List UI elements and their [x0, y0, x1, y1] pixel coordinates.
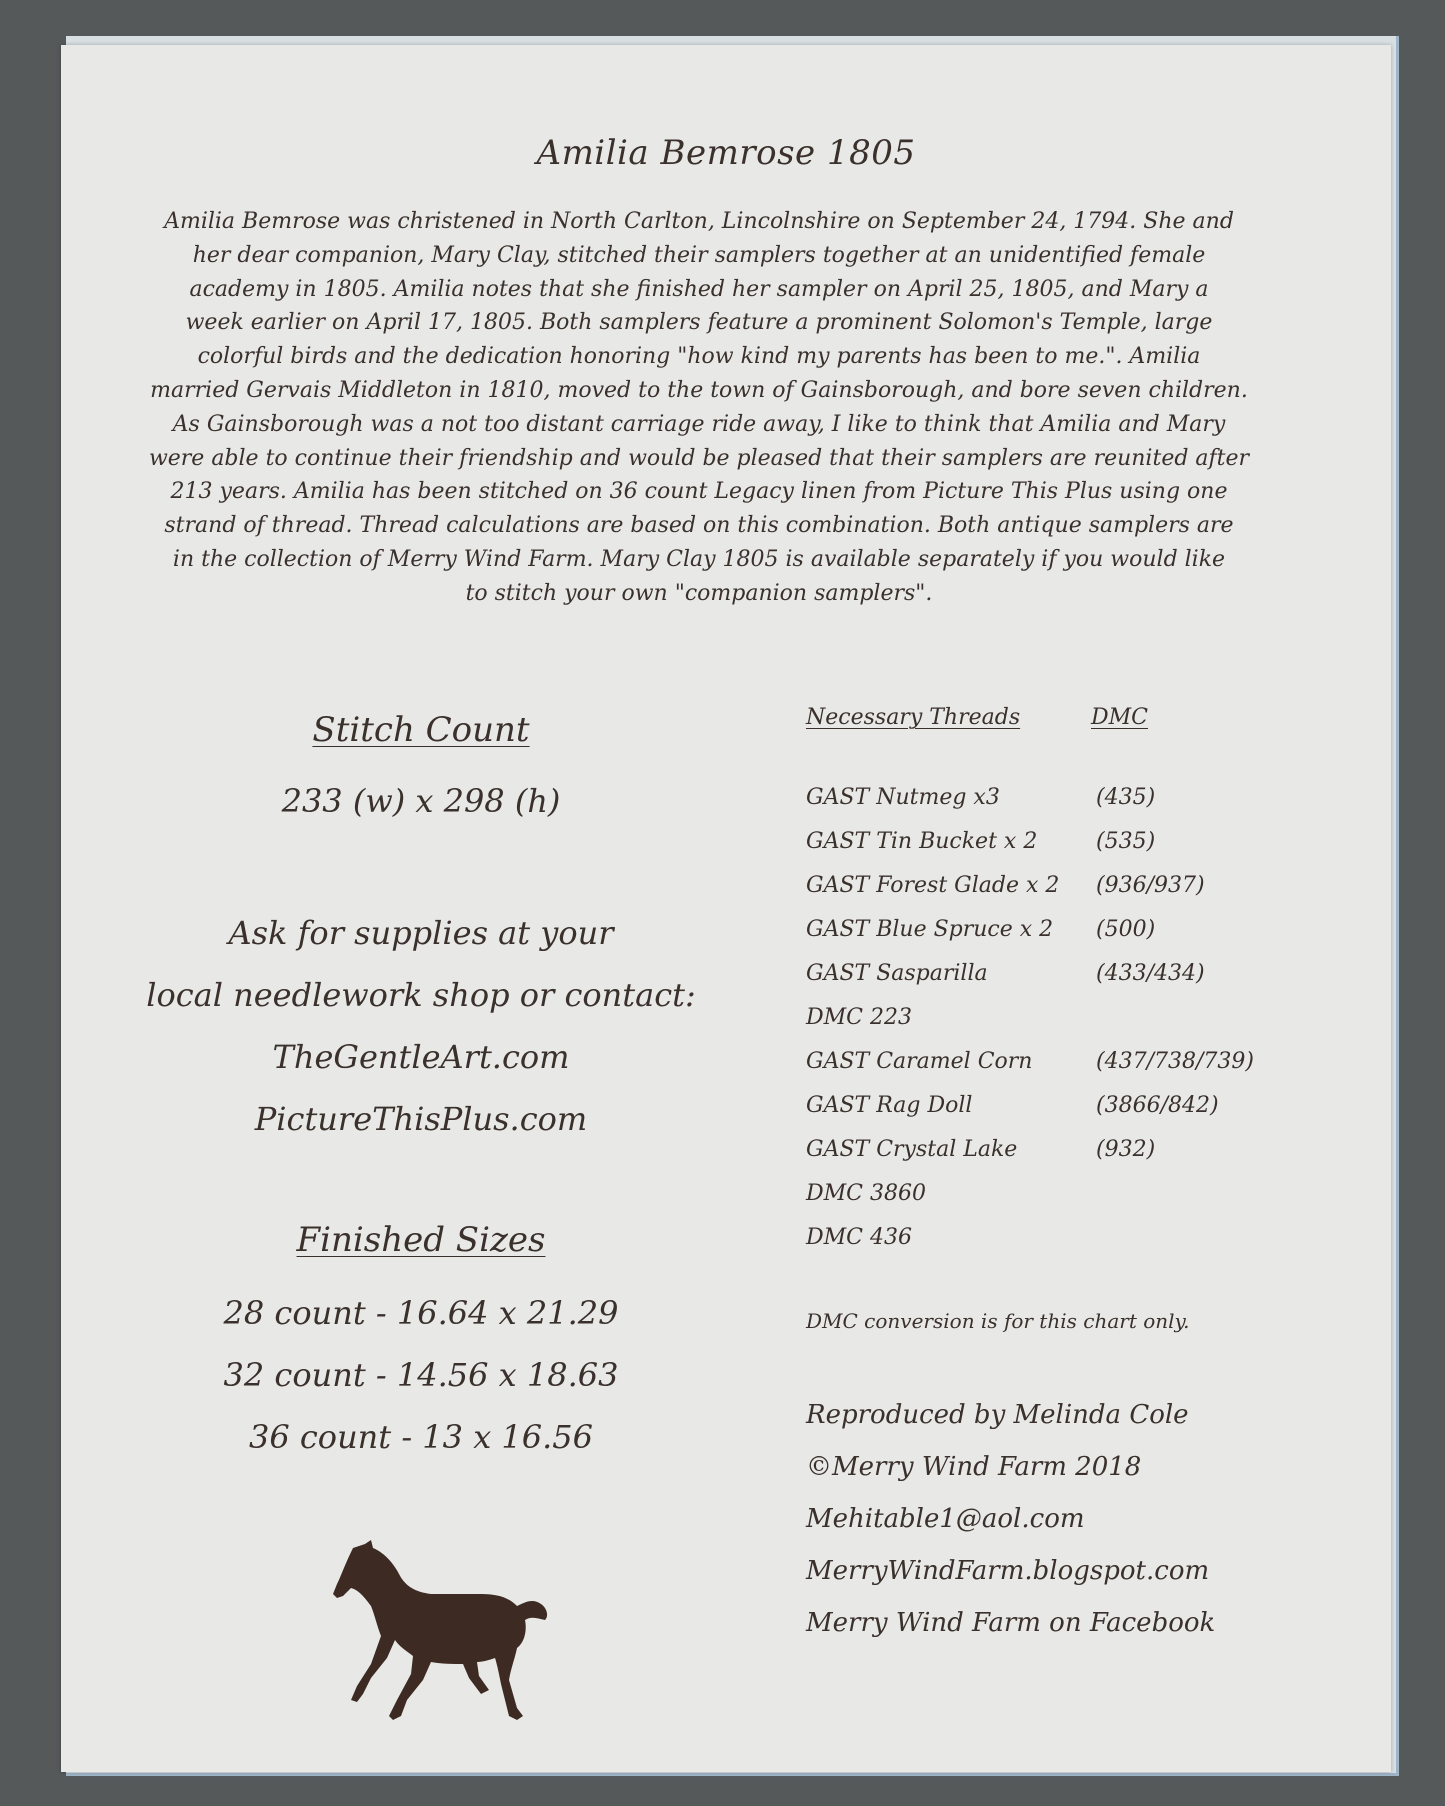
dmc-header-label: DMC [1091, 705, 1148, 730]
thread-name: GAST Blue Spruce x 2 [806, 917, 1054, 942]
thread-name: GAST Rag Doll [806, 1093, 973, 1118]
thread-dmc-code: (433/434) [1096, 961, 1205, 986]
intro-line: married Gervais Middleton in 1810, moved to the town of Gainsborough, and bore seven children. [150, 377, 1248, 403]
thread-dmc-code: (437/738/739) [1096, 1049, 1254, 1074]
supplier-website-link: TheGentleArt.com [272, 1038, 570, 1076]
intro-line: 213 years. Amilia has been stitched on 36 count Legacy linen from Picture This Plus using one [170, 479, 1228, 505]
page-title: Amilia Bemrose 1805 [536, 133, 916, 173]
supplies-line: local needlework shop or contact: [146, 976, 696, 1014]
horse-silhouette-icon [331, 1540, 551, 1730]
thread-dmc-code: (932) [1096, 1137, 1156, 1162]
blog-url: MerryWindFarm.blogspot.com [806, 1556, 1210, 1586]
dmc-conversion-note: DMC conversion is for this chart only. [806, 1309, 1190, 1333]
thread-row [806, 1049, 1326, 1093]
thread-name: DMC 223 [806, 1005, 912, 1030]
intro-line: As Gainsborough was a not too distant carriage ride away, I like to think that Amilia and Mary [172, 411, 1226, 437]
stitch-count-value: 233 (w) x 298 (h) [281, 782, 561, 820]
facebook-line: Merry Wind Farm on Facebook [806, 1608, 1216, 1638]
intro-line: to stitch your own "companion samplers". [465, 580, 933, 606]
threads-table-header [806, 705, 1326, 745]
thread-row [806, 873, 1326, 917]
thread-row [806, 785, 1326, 829]
thread-dmc-code: (500) [1096, 917, 1156, 942]
thread-row [806, 1181, 1326, 1225]
thread-name: GAST Sasparilla [806, 961, 988, 986]
designer-credit: Reproduced by Melinda Cole [806, 1400, 1189, 1430]
finished-size-item: 32 count - 14.56 x 18.63 [223, 1356, 619, 1394]
finished-sizes-heading: Finished Sizes [296, 1220, 546, 1260]
email-address: Mehitable1@aol.com [806, 1504, 1085, 1534]
supplier-website-link: PictureThisPlus.com [254, 1100, 588, 1138]
intro-line: Amilia Bemrose was christened in North Carlton, Lincolnshire on September 24, 1794. She and [164, 209, 1234, 234]
finished-size-item: 36 count - 13 x 16.56 [248, 1418, 594, 1456]
thread-row [806, 1093, 1326, 1137]
thread-dmc-code: (535) [1096, 829, 1156, 854]
intro-line: strand of thread. Thread calculations are based on this combination. Both antique samplers are [164, 513, 1234, 539]
supplies-line: Ask for supplies at your [228, 914, 614, 952]
thread-dmc-code: (936/937) [1096, 873, 1205, 898]
thread-row [806, 917, 1326, 961]
chart-cover-page [61, 45, 1391, 1772]
intro-line: colorful birds and the dedication honoring "how kind my parents has been to me.". Amilia [197, 344, 1201, 370]
copyright-line: ©Merry Wind Farm 2018 [806, 1452, 1142, 1482]
finished-size-item: 28 count - 16.64 x 21.29 [223, 1294, 619, 1332]
thread-row [806, 1137, 1326, 1181]
thread-dmc-code: (3866/842) [1096, 1093, 1219, 1118]
thread-name: GAST Crystal Lake [806, 1137, 1018, 1162]
threads-header-label: Necessary Threads [806, 705, 1021, 730]
thread-row [806, 961, 1326, 1005]
thread-row [806, 1005, 1326, 1049]
intro-line: were able to continue their friendship and would be pleased that their samplers are reunited after [148, 445, 1250, 471]
intro-line: academy in 1805. Amilia notes that she finished her sampler on April 25, 1805, and Mary a [189, 276, 1209, 302]
thread-name: GAST Caramel Corn [806, 1049, 1033, 1074]
thread-name: GAST Tin Bucket x 2 [806, 829, 1038, 854]
thread-dmc-code: (435) [1096, 785, 1156, 810]
intro-line: her dear companion, Mary Clay, stitched their samplers together at an unidentified female [192, 242, 1206, 268]
thread-name: GAST Nutmeg x3 [806, 785, 1000, 810]
thread-name: DMC 3860 [806, 1181, 926, 1206]
thread-name: DMC 436 [806, 1225, 912, 1250]
stitch-count-heading: Stitch Count [312, 710, 530, 750]
left-column [121, 710, 721, 1468]
thread-row [806, 829, 1326, 873]
intro-paragraph [139, 205, 1259, 611]
intro-line: week earlier on April 17, 1805. Both samplers feature a prominent Solomon's Temple, large [185, 310, 1213, 336]
intro-line: in the collection of Merry Wind Farm. Mary Clay 1805 is available separately if you would like [172, 546, 1226, 572]
threads-list [806, 785, 1326, 1269]
right-column [806, 705, 1326, 1649]
thread-name: GAST Forest Glade x 2 [806, 873, 1060, 898]
thread-row [806, 1225, 1326, 1269]
